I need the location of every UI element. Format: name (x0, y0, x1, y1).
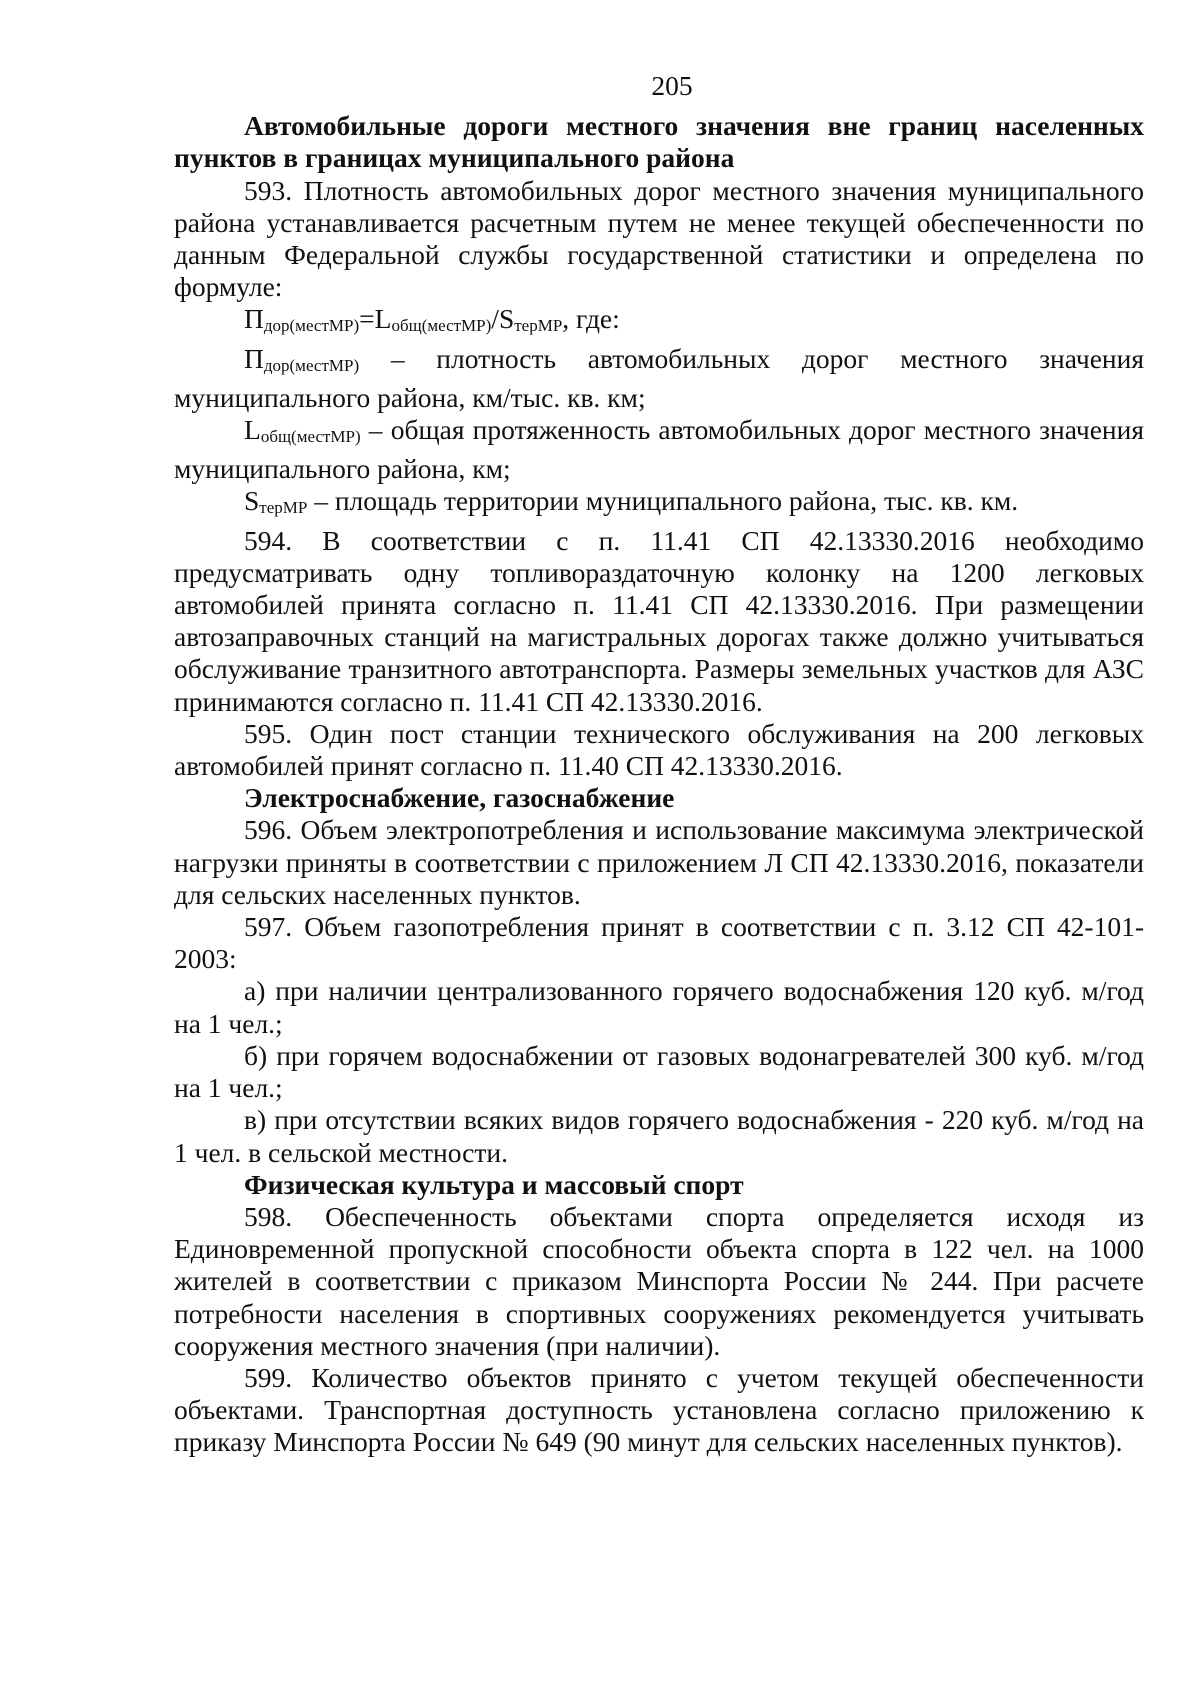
section-heading-power-gas: Электроснабжение, газоснабжение (244, 782, 675, 814)
def-p-text: – плотность автомобильных дорог местного значения муниципального района, км/тыс. кв. км; (174, 342, 1144, 413)
definition-road-length (174, 414, 1144, 485)
road-density-formula (174, 303, 1144, 342)
def-l-symbol: L (244, 414, 261, 446)
def-p-subscript: дор(местМР) (263, 355, 360, 375)
def-l-subscript: общ(местМР) (260, 427, 361, 447)
paragraph-595: 595. Один пост станции технического обслуживания на 200 легковых автомобилей принят согласно п. 11.40 СП 42.13330.2016. (174, 717, 1144, 782)
document-page (174, 70, 1144, 1459)
def-p-symbol: П (244, 342, 264, 374)
paragraph-597-b: б) при горячем водоснабжении от газовых водонагревателей 300 куб. м/год на 1 чел.; (174, 1039, 1144, 1104)
formula-l-subscript: общ(местМР) (391, 316, 492, 336)
formula-tail: , где: (562, 303, 620, 335)
formula-slash: / (491, 303, 499, 335)
paragraph-594: 594. В соответствии с п. 11.41 СП 42.13330.2016 необходимо предусматривать одну топливораздаточную колонку на 1200 легковых автомобилей принята согласно п. 11.41 СП 42.13330.2016. При размещении автозаправочных станций на магистральных дорогах также должно учитываться обслуживание транзитного автотранспорта. Размеры земельных участков для АЗС принимаются согласно п. 11.41 СП 42.13330.2016. (174, 524, 1144, 717)
section-heading-roads: Автомобильные дороги местного значения вне границ населенных пунктов в границах муниципального района (174, 110, 1144, 174)
paragraph-597-a: а) при наличии централизованного горячего водоснабжения 120 куб. м/год на 1 чел.; (174, 975, 1144, 1039)
formula-s-symbol: S (498, 303, 515, 335)
formula-s-subscript: терМР (514, 316, 563, 336)
page-number: 205 (651, 70, 693, 101)
definition-territory-area (174, 485, 1144, 524)
formula-p-symbol: П (244, 303, 264, 335)
formula-p-subscript: дор(местМР) (263, 316, 360, 336)
paragraph-599: 599. Количество объектов принято с учетом текущей обеспеченности объектами. Транспортная доступность установлена согласно приложению к приказу Минспорта России № 649 (90 минут для сельских населенных пунктов). (174, 1361, 1144, 1458)
paragraph-597: 597. Объем газопотребления принят в соответствии с п. 3.12 СП 42-101-2003: (174, 911, 1144, 975)
paragraph-596: 596. Объем электропотребления и использование максимума электрической нагрузки приняты в соответствии с приложением Л СП 42.13330.2016, показатели для сельских населенных пунктов. (174, 814, 1144, 910)
def-s-subscript: терМР (259, 498, 308, 518)
definition-road-density (174, 343, 1144, 414)
section-heading-sport: Физическая культура и массовый спорт (244, 1168, 744, 1200)
paragraph-593: 593. Плотность автомобильных дорог местного значения муниципального района устанавливается расчетным путем не менее текущей обеспеченности по данным Федеральной службы государственной статистики и определена по формуле: (174, 174, 1144, 303)
def-s-symbol: S (244, 485, 260, 517)
paragraph-597-c: в) при отсутствии всяких видов горячего водоснабжения - 220 куб. м/год на 1 чел. в сельской местности. (174, 1104, 1144, 1168)
formula-equals: = (359, 303, 375, 335)
def-l-text: – общая протяженность автомобильных дорог местного значения муниципального района, км; (174, 414, 1144, 485)
paragraph-598: 598. Обеспеченность объектами спорта определяется исходя из Единовременной пропускной способности объекта спорта в 122 чел. на 1000 жителей в соответствии с приказом Минспорта России № 244. При расчете потребности населения в спортивных сооружениях рекомендуется учитывать сооружения местного значения (при наличии). (174, 1200, 1144, 1361)
formula-l-symbol: L (374, 303, 392, 335)
def-s-text: – площадь территории муниципального района, тыс. кв. км. (307, 485, 1019, 517)
